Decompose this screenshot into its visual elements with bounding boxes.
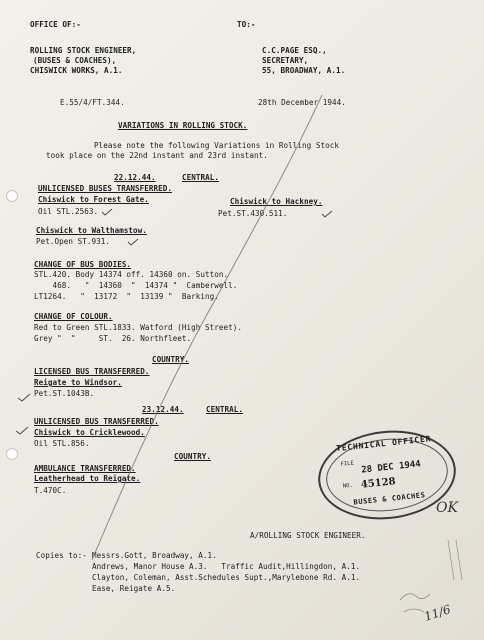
route-windsor: Reigate to Windsor. <box>34 378 122 387</box>
to-label: TO:- <box>237 20 256 29</box>
tick-mark-4 <box>18 394 30 401</box>
central-heading-2: CENTRAL. <box>206 405 243 414</box>
route-leatherhead: Leatherhead to Reigate. <box>34 474 141 483</box>
to-line-2: SECRETARY, <box>262 56 309 65</box>
signature-line: A/ROLLING STOCK ENGINEER. <box>250 531 366 540</box>
colour-row-1: Red to Green STL.1833. Watford (High Street). <box>34 323 242 332</box>
office-of-label: OFFICE OF:- <box>30 20 81 29</box>
from-line-3: CHISWICK WORKS, A.1. <box>30 66 123 75</box>
stamp-date: 28 DEC 1944 <box>360 459 422 476</box>
tick-mark-2 <box>128 239 138 245</box>
ambulance-heading: AMBULANCE TRANSFERRED. <box>34 464 136 473</box>
licensed-heading: LICENSED BUS TRANSFERRED. <box>34 367 150 376</box>
body-row-2: 468. " 14360 " 14374 " Camberwell. <box>34 281 238 290</box>
country-heading-1: COUNTRY. <box>152 355 189 364</box>
letter-date: 28th December 1944. <box>258 98 346 107</box>
date-22-heading: 22.12.44. <box>114 173 156 182</box>
copies-line-3: Clayton, Coleman, Asst.Schedules Supt.,Marylebone Rd. A.1. <box>92 573 361 582</box>
forest-gate-item: Oil STL.2563. <box>38 207 99 216</box>
route-hackney: Chiswick to Hackney. <box>230 197 323 206</box>
walthamstow-item: Pet.Open ST.931. <box>36 237 110 246</box>
page-mark-annotation: 11/6 <box>422 602 453 624</box>
hackney-item: Pet.ST.430.511. <box>218 209 288 218</box>
cricklewood-item: Oil STL.856. <box>34 439 90 448</box>
tick-mark-5 <box>16 427 28 434</box>
date-23-heading: 23.12.44. <box>142 405 184 414</box>
unlicensed-heading-2: UNLICENSED BUS TRANSFERRED. <box>34 417 159 426</box>
copies-line-2: Andrews, Manor House A.3. Traffic Audit,Hillingdon, A.1. <box>92 562 361 571</box>
stamp-number: 45128 <box>360 476 397 491</box>
route-forest-gate: Chiswick to Forest Gate. <box>38 195 149 204</box>
ok-annotation: OK <box>436 500 458 516</box>
copies-label: Copies to:- <box>36 551 87 560</box>
ambulance-item: T.470C. <box>34 486 67 495</box>
tick-mark-1 <box>102 209 112 215</box>
change-colour-heading: CHANGE OF COLOUR. <box>34 312 113 321</box>
intro-line-2: took place on the 22nd instant and 23rd instant. <box>46 151 268 160</box>
copies-line-1: Messrs.Gott, Broadway, A.1. <box>92 551 217 560</box>
route-walthamstow: Chiswick to Walthamstow. <box>36 226 147 235</box>
change-bodies-heading: CHANGE OF BUS BODIES. <box>34 260 132 269</box>
stamp-footer: BUSES & COACHES <box>353 491 426 507</box>
from-line-2: (BUSES & COACHES), <box>33 56 117 65</box>
intro-line-1: Please note the following Variations in Rolling Stock <box>94 141 339 150</box>
body-row-1: STL.420. Body 14374 off. 14360 on. Sutton. <box>34 270 229 279</box>
unlicensed-heading-1: UNLICENSED BUSES TRANSFERRED. <box>38 184 173 193</box>
body-row-3: LT1264. " 13172 " 13139 " Barking. <box>34 292 219 301</box>
windsor-item: Pet.ST.1043B. <box>34 389 95 398</box>
stamp-no-label: NO. <box>342 482 354 490</box>
scribble-bottom-right <box>400 594 430 612</box>
to-line-3: 55, BROADWAY, A.1. <box>262 66 346 75</box>
copies-line-4: Ease, Reigate A.5. <box>92 584 176 593</box>
margin-pencil-lines <box>448 540 462 580</box>
to-line-1: C.C.PAGE ESQ., <box>262 46 327 55</box>
pencil-diagonal-stroke <box>92 95 322 560</box>
country-heading-2: COUNTRY. <box>174 452 211 461</box>
reference-number: E.55/4/FT.344. <box>60 98 125 107</box>
tick-mark-3 <box>322 211 332 217</box>
colour-row-2: Grey " " ST. 26. Northfleet. <box>34 334 192 343</box>
route-cricklewood: Chiswick to Cricklewood. <box>34 428 145 437</box>
stamp-title: TECHNICAL OFFICER <box>335 434 432 454</box>
stamp-file-label: FILE <box>340 460 355 468</box>
document-title: VARIATIONS IN ROLLING STOCK. <box>118 121 248 130</box>
from-line-1: ROLLING STOCK ENGINEER, <box>30 46 137 55</box>
central-heading-1: CENTRAL. <box>182 173 219 182</box>
